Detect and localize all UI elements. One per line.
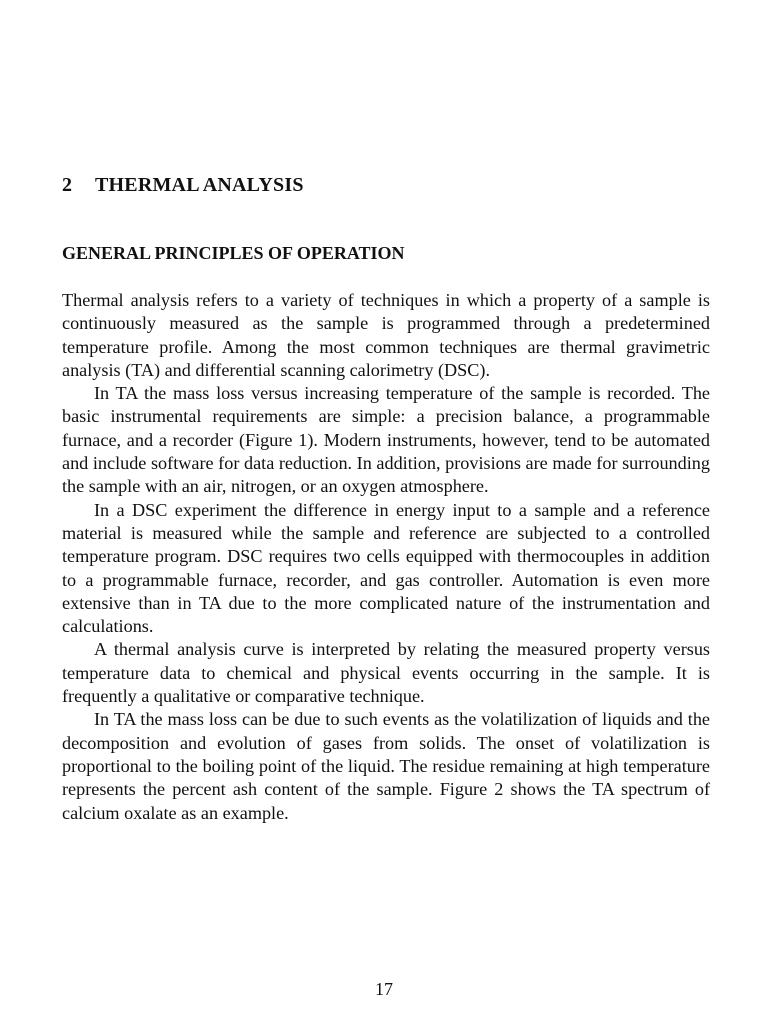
section-heading: GENERAL PRINCIPLES OF OPERATION (62, 243, 405, 263)
paragraph-dsc-experiment: In a DSC experiment the difference in energy input to a sample and a reference material is measured while the sample and reference are subjected to a controlled temperature program. DSC requires two cells equipped with thermocouples in addition to a programmable furnace, recorder, and gas controller. Automation is even more extensive than in TA due to the more complicated nature of the instrumentation and calculations. (62, 499, 710, 637)
body-text (62, 289, 710, 825)
paragraph-ta-requirements: In TA the mass loss versus increasing temperature of the sample is recorded. The basic instrumental requirements are simple: a precision balance, a programmable furnace, and a recorder (Figure 1). Modern instruments, however, tend to be automated and include software for data reduction. In addition, provisions are made for surrounding the sample with an air, nitrogen, or an oxygen atmosphere. (62, 383, 710, 497)
chapter-title (62, 174, 304, 197)
paragraph-curve-interpretation: A thermal analysis curve is interpreted by relating the measured property versus temperature data to chemical and physical events occurring in the sample. It is frequently a qualitative or comparative technique. (62, 639, 710, 707)
paragraph-ta-mass-loss: In TA the mass loss can be due to such events as the volatilization of liquids and the decomposition and evolution of gases from solids. The onset of volatilization is proportional to the boiling point of the liquid. The residue remaining at high temperature represents the percent ash content of the sample. Figure 2 shows the TA spectrum of calcium oxalate as an example. (62, 709, 710, 823)
page-number: 17 (375, 979, 393, 999)
chapter-title-text: THERMAL ANALYSIS (95, 174, 304, 196)
chapter-number: 2 (62, 174, 73, 196)
paragraph-intro: Thermal analysis refers to a variety of techniques in which a property of a sample is continuously measured as the sample is programmed through a predetermined temperature profile. Among the most common techniques are thermal gravimetric analysis (TA) and differential scanning calorimetry (DSC). (62, 290, 710, 380)
